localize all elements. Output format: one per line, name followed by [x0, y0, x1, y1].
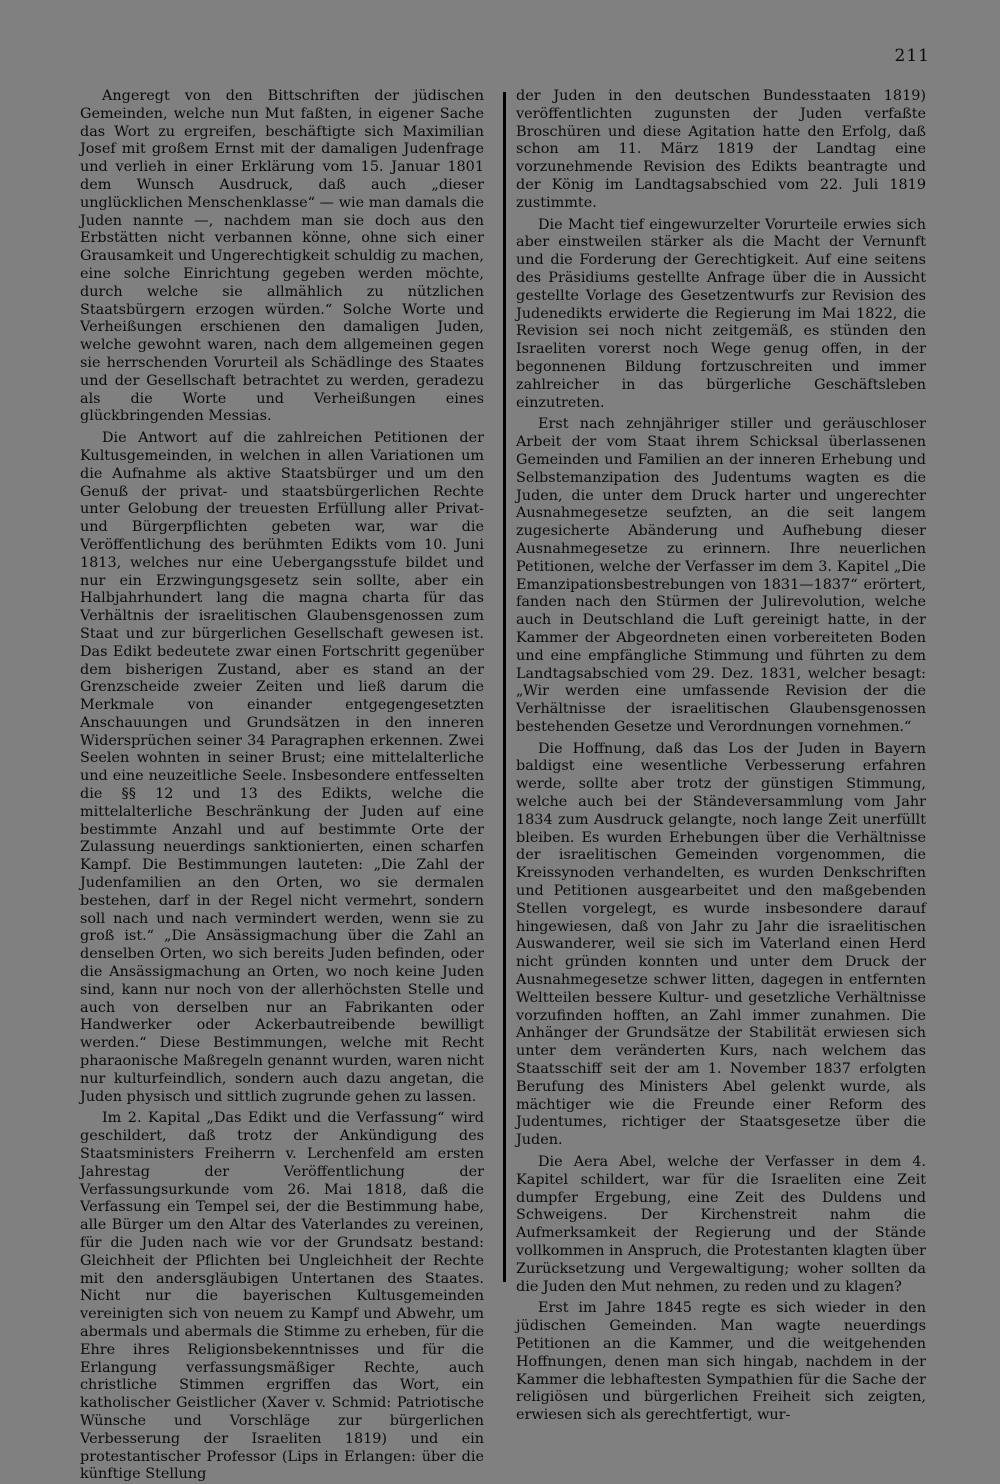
right-column — [516, 88, 926, 1425]
page-number: 211 — [894, 46, 930, 66]
right-paragraph-2: Die Macht tief eingewurzelter Vorurteile erwies sich aber einstweilen stärker als die Macht der Vernunft und die Forderung der Gerechtigkeit. Auf eine seitens des Präsidiums gestellte Anfrage über die in Aussicht gestellte Vorlage des Gesetzentwurfs zur Revision des Judenedikts erwiderte die Regierung im Mai 1822, die Revision sei noch nicht zeitgemäß, es stünden den Israeliten vorerst noch Wege genug offen, in der begonnenen Bildung fortzuschreiten und immer zahlreicher in das bürgerliche Geschäftsleben einzutreten. — [516, 216, 926, 411]
left-column — [80, 88, 484, 1484]
right-paragraph-5: Die Aera Abel, welche der Verfasser in dem 4. Kapitel schildert, war für die Israeliten eine Zeit dumpfer Ergebung, eine Zeit des Duldens und Schweigens. Der Kirchenstreit nahm die Aufmerksamkeit der Regierung und der Stände vollkommen in Anspruch, die Protestanten klagten über Zurücksetzung und Vergewaltigung; woher sollten da die Juden den Mut nehmen, zu reden und zu klagen? — [516, 1154, 926, 1295]
column-divider — [503, 92, 506, 1282]
right-paragraph-3: Erst nach zehnjähriger stiller und geräuschloser Arbeit der vom Staat ihrem Schicksal überlassenen Gemeinden und Familien an der inneren Erhebung und Selbstemanzipation des Judentums wagten es die Juden, die unter dem Druck harter und ungerechter Ausnahmegesetze seufzten, an die seit langem zugesicherte Abänderung und Aufhebung dieser Ausnahmegesetze zu erinnern. Ihre neuerlichen Petitionen, welche der Verfasser im dem 3. Kapitel „Die Emanzipationsbestrebungen von 1831—1837“ erörtert, fanden nach den Stürmen der Julirevolution, welche auch in Deutschland die Luft gereinigt hatte, in der Kammer der Abgeordneten einen vorbereiteten Boden und eine empfängliche Stimmung und führten zu dem Landtagsabschied vom 29. Dez. 1831, welcher besagt: „Wir werden eine umfassende Revision der die Verhältnisse der israelitischen Glaubensgenossen bestehenden Gesetze und Verordnungen vornehmen.“ — [516, 416, 926, 735]
left-paragraph-3: Im 2. Kapital „Das Edikt und die Verfassung“ wird geschildert, daß trotz der Ankündigung des Staatsministers Freiherrn v. Lerchenfeld am ersten Jahrestag der Veröffentlichung der Verfassungsurkunde vom 26. Mai 1818, daß die Verfassung ein Tempel sei, der die Bestimmung habe, alle Bürger um den Altar des Vaterlandes zu vereinen, für die Juden nach wie vor der Grundsatz bestand: Gleichheit der Pflichten bei Ungleichheit der Rechte mit den andersgläubigen Untertanen des Staates. Nicht nur die bayerischen Kultusgemeinden vereinigten sich von neuem zu Kampf und Abwehr, um abermals und abermals die Stimme zu erheben, für die Ehre ihres Religionsbekenntnisses und für die Erlangung verfassungsmäßiger Rechte, auch christliche Stimmen ergriffen das Wort, ein katholischer Geistlicher (Xaver v. Schmid: Patriotische Wünsche und Vorschläge zur bürgerlichen Verbesserung der Israeliten 1819) und ein protestantischer Professor (Lips in Erlangen: über die künftige Stellung — [80, 1110, 484, 1483]
left-paragraph-2: Die Antwort auf die zahlreichen Petitionen der Kultusgemeinden, in welchen in allen Variationen um die Aufnahme als aktive Staatsbürger und um den Genuß der privat- und staatsbürgerlichen Rechte unter Gelobung der treuesten Erfüllung aller Privat- und Bürgerpflichten gebeten war, war die Veröffentlichung des berühmten Edikts vom 10. Juni 1813, welches nur eine Uebergangsstufe bildet und nur ein Erzwingungsgesetz sein sollte, aber ein Halbjahrhundert lang die magna charta für das Verhältnis der israelitischen Glaubensgenossen zum Staat und zur bürgerlichen Gesellschaft gewesen ist. Das Edikt bedeutete zwar einen Fortschritt gegenüber dem bisherigen Zustand, aber es stand an der Grenzscheide zweier Zeiten und ließ darum die Merkmale von einander entgegengesetzten Anschauungen und Grundsätzen in den inneren Widersprüchen seiner 34 Paragraphen erkennen. Zwei Seelen wohnten in seiner Brust; eine mittelalterliche und eine neuzeitliche Seele. Insbesondere entfesselten die §§ 12 und 13 des Edikts, welche die mittelalterliche Beschränkung der Juden auf eine bestimmte Anzahl und auf bestimmte Orte der Zulassung neuerdings sanktionierten, einen scharfen Kampf. Die Bestimmungen lauteten: „Die Zahl der Judenfamilien an den Orten, wo sie dermalen bestehen, darf in der Regel nicht vermehrt, sondern soll nach und nach vermindert werden, wenn sie zu groß ist.“ „Die Ansässigmachung über die Zahl an denselben Orten, wo sich bereits Juden befinden, oder die Ansässigmachung an Orten, wo noch keine Juden sind, kann nur noch von der allerhöchsten Stelle und auch von derselben nur an Fabrikanten oder Handwerker oder Ackerbautreibende bewilligt werden.“ Diese Bestimmungen, welche mit Recht pharaonische Maßregeln genannt wurden, waren nicht nur kulturfeindlich, sondern auch dazu angetan, die Juden physisch und sittlich zugrunde gehen zu lassen. — [80, 430, 484, 1105]
right-paragraph-1: der Juden in den deutschen Bundesstaaten 1819) veröffentlichten zugunsten der Juden verfaßte Broschüren und diese Agitation hatte den Erfolg, daß schon am 11. März 1819 der Landtag eine vorzunehmende Revision des Edikts beantragte und der König im Landtagsabschied vom 22. Juli 1819 zustimmte. — [516, 88, 926, 211]
right-paragraph-4: Die Hoffnung, daß das Los der Juden in Bayern baldigst eine wesentliche Verbesserung erfahren werde, sollte aber trotz der günstigen Stimmung, welche auch bei der Ständeversammlung vom Jahr 1834 zum Ausdruck gelangte, noch lange Zeit unerfüllt bleiben. Es wurden Erhebungen über die Verhältnisse der israelitischen Gemeinden vorgenommen, die Kreissynoden verhandelten, es wurden Denkschriften und Petitionen ausgearbeitet und den maßgebenden Stellen vorgelegt, es wurde insbesondere darauf hingewiesen, daß von Jahr zu Jahr die israelitischen Auswanderer, weil sie sich im Vaterland einen Herd nicht gründen konnten und unter dem Druck der Ausnahmegesetze schwer litten, dagegen in entfernten Weltteilen bessere Kultur- und gesetzliche Verhältnisse vorzufinden hofften, an Zahl immer zunahmen. Die Anhänger der Grundsätze der Stabilität erwiesen sich unter dem veränderten Kurs, nach welchem das Staatsschiff seit der am 1. November 1837 erfolgten Berufung des Ministers Abel gelenkt wurde, als mächtiger wie die Freunde einer Reform des Judentumes, richtiger der Staatsgesetze über die Juden. — [516, 740, 926, 1149]
right-paragraph-6: Erst im Jahre 1845 regte es sich wieder in den jüdischen Gemeinden. Man wagte neuerdings Petitionen an die Kammer, und die weitgehenden Hoffnungen, denen man sich hingab, nachdem in der Kammer die lebhaftesten Sympathien für die Sache der religiösen und bürgerlichen Freiheit sich zeigten, erwiesen sich als gerechtfertigt, wur- — [516, 1300, 926, 1424]
left-paragraph-1: Angeregt von den Bittschriften der jüdischen Gemeinden, welche nun Mut faßten, in eigener Sache das Wort zu ergreifen, beschäftigte sich Maximilian Josef mit großem Ernst mit der damaligen Judenfrage und verlieh in einer Erklärung vom 15. Januar 1801 dem Wunsch Ausdruck, daß auch „dieser unglücklichen Menschenklasse“ — wie man damals die Juden nannte —, nachdem man sie doch aus den Erbstätten nicht verbannen könne, ohne sich einer Grausamkeit und Ungerechtigkeit schuldig zu machen, eine solche Einrichtung gegeben werden möchte, durch welche sie allmählich zu nützlichen Staatsbürgern erzogen würden.“ Solche Worte und Verheißungen erschienen den damaligen Juden, welche gewohnt waren, nach dem allgemeinen gegen sie herrschenden Vorurteil als Schädlinge des Staates und der Gesellschaft betrachtet zu werden, geradezu als die Worte und Verheißungen eines glückbringenden Messias. — [80, 88, 484, 425]
